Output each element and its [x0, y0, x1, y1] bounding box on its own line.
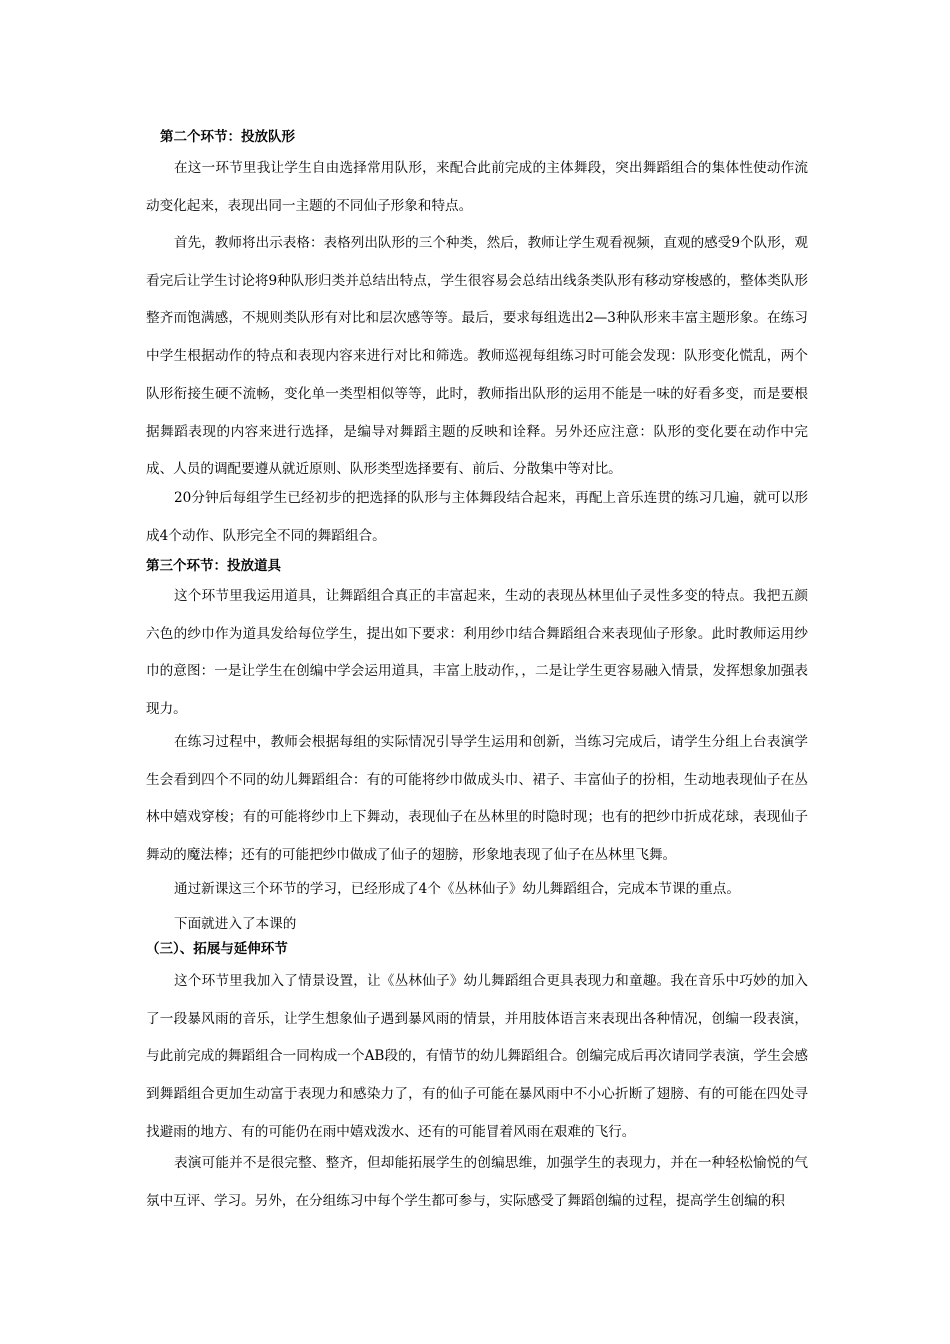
paragraph-props-practice: 在练习过程中，教师会根据每组的实际情况引导学生运用和创新，当练习完成后，请学生分组上台表演学生会看到四个不同的幼儿舞蹈组合：有的可能将纱巾做成头巾、裙子、丰富仙子的扮相，生动地表现仙子在丛林中嬉戏穿梭；有的可能将纱巾上下舞动，表现仙子在丛林里的时隐时现；也有的把纱巾折成花球，表现仙子舞动的魔法棒；还有的可能把纱巾做成了仙子的翅膀，形象地表现了仙子在丛林里飞舞。: [146, 734, 808, 864]
paragraph-formation-result: 20分钟后每组学生已经初步的把选择的队形与主体舞段结合起来，再配上音乐连贯的练习几遍，就可以形成4个动作、队形完全不同的舞蹈组合。: [146, 490, 808, 544]
section-heading-extension: （三）、拓展与延伸环节: [146, 941, 288, 957]
paragraph-extension-evaluation: 表演可能并不是很完整、整齐，但却能拓展学生的创编思维，加强学生的表现力，并在一种轻松愉悦的气氛中互评、学习。另外，在分组练习中每个学生都可参与，实际感受了舞蹈创编的过程，提高学生创编的积: [146, 1155, 808, 1209]
paragraph-transition: 下面就进入了本课的: [174, 916, 297, 932]
section-heading-formation: 第二个环节：投放队形: [160, 129, 295, 145]
paragraph-formation-intro: 在这一环节里我让学生自由选择常用队形，来配合此前完成的主体舞段，突出舞蹈组合的集体性使动作流动变化起来，表现出同一主题的不同仙子形象和特点。: [146, 160, 808, 214]
paragraph-formation-process: 首先，教师将出示表格：表格列出队形的三个种类，然后，教师让学生观看视频，直观的感受9个队形，观看完后让学生讨论将9种队形归类并总结出特点，学生很容易会总结出线条类队形有移动穿梭感的，整体类队形整齐而饱满感，不规则类队形有对比和层次感等等。最后，要求每组选出2—3种队形来丰富主题形象。在练习中学生根据动作的特点和表现内容来进行对比和筛选。教师巡视每组练习时可能会发现：队形变化慌乱，两个队形衔接生硬不流畅，变化单一类型相似等等，此时，教师指出队形的运用不能是一味的好看多变，而是要根据舞蹈表现的内容来进行选择，是编导对舞蹈主题的反映和诠释。另外还应注意：队形的变化要在动作中完成、人员的调配要遵从就近原则、队形类型选择要有、前后、分散集中等对比。: [146, 235, 808, 478]
paragraph-props-intro: 这个环节里我运用道具，让舞蹈组合真正的丰富起来，生动的表现丛林里仙子灵性多变的特点。我把五颜六色的纱巾作为道具发给每位学生，提出如下要求：利用纱巾结合舞蹈组合来表现仙子形象。此时教师运用纱巾的意图：一是让学生在创编中学会运用道具，丰富上肢动作，，二是让学生更容易融入情景，发挥想象加强表现力。: [146, 588, 808, 718]
paragraph-props-summary: 通过新课这三个环节的学习，已经形成了4个《丛林仙子》幼儿舞蹈组合，完成本节课的重点。: [174, 881, 740, 897]
paragraph-extension-scene: 这个环节里我加入了情景设置，让《丛林仙子》幼儿舞蹈组合更具表现力和童趣。我在音乐中巧妙的加入了一段暴风雨的音乐，让学生想象仙子遇到暴风雨的情景，并用肢体语言来表现出各种情况，创编一段表演，与此前完成的舞蹈组合一同构成一个AB段的，有情节的幼儿舞蹈组合。创编完成后再次请同学表演，学生会感到舞蹈组合更加生动富于表现力和感染力了，有的仙子可能在暴风雨中不小心折断了翅膀、有的可能在四处寻找避雨的地方、有的可能仍在雨中嬉戏泼水、还有的可能冒着风雨在艰难的飞行。: [146, 973, 808, 1140]
section-heading-props: 第三个环节：投放道具: [146, 558, 281, 574]
